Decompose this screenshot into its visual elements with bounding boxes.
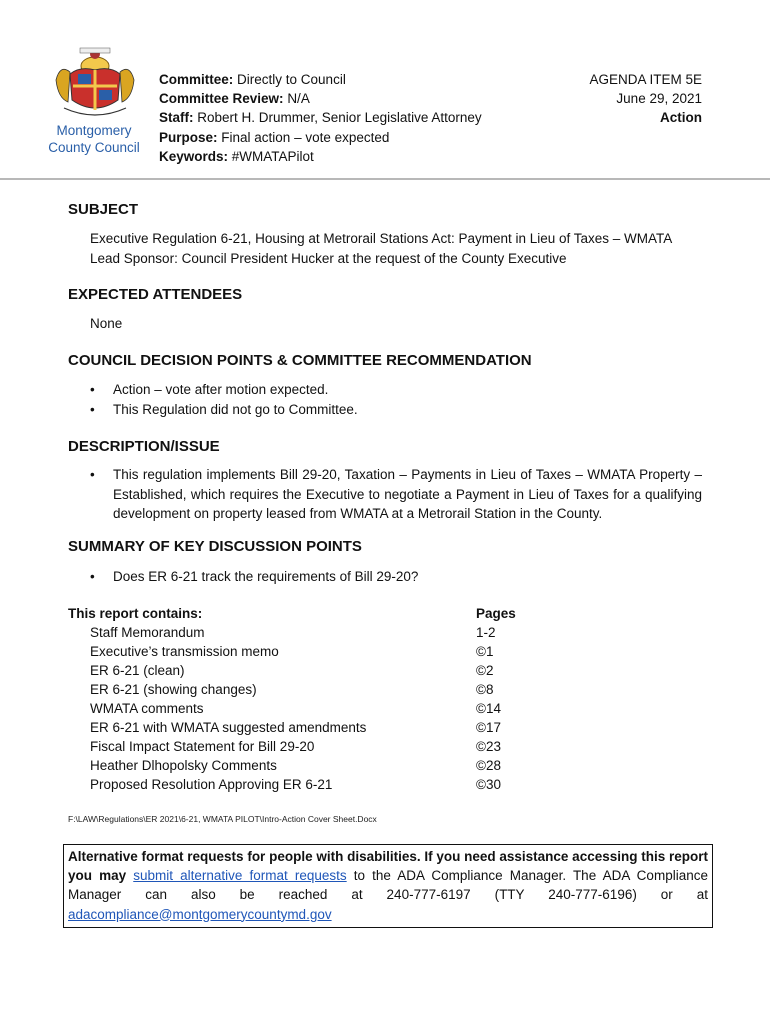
alternative-format-link[interactable]: submit alternative format requests (133, 868, 347, 884)
agenda-info (589, 70, 702, 128)
contents-item: Staff Memorandum (90, 625, 205, 640)
logo-line-2: County Council (48, 140, 140, 155)
contents-item: ER 6-21 (showing changes) (90, 682, 257, 697)
contents-row (68, 756, 528, 775)
summary-list (90, 567, 418, 587)
notice-bold-text: Alternative format requests for people with disabilities. If you need assistance accessing this report you may (68, 849, 708, 884)
contents-row (68, 718, 528, 737)
accessibility-notice (63, 844, 713, 928)
subject-body (90, 229, 672, 268)
agenda-item: AGENDA ITEM 5E (589, 72, 702, 87)
purpose-line: Purpose: Final action – vote expected (159, 129, 390, 145)
contents-pages: ©17 (476, 720, 501, 735)
description-item: • This regulation implements Bill 29-20, Taxation – Payments in Lieu of Taxes – WMATA Property – Established, which requires the Executive to negotiate a Payment in Lieu of Taxes for a qualifying development on property leased from WMATA at a Metrorail Station in the County. (90, 465, 702, 524)
contents-row (68, 737, 528, 756)
contents-pages: ©8 (476, 682, 494, 697)
decision-item: • Action – vote after motion expected. (90, 380, 358, 400)
attendees-value: None (90, 316, 123, 331)
contents-pages-label: Pages (476, 606, 516, 621)
contents-item: Proposed Resolution Approving ER 6-21 (90, 777, 333, 792)
notice-middle-text: to the ADA Compliance Manager. The ADA Compliance Manager can also be reached at 240-777-6197 (TTY 240-777-6196) or at (68, 868, 708, 903)
logo-line-1: Montgomery (56, 123, 132, 138)
contents-row (68, 642, 528, 661)
contents-row (68, 699, 528, 718)
county-seal-logo (50, 44, 140, 126)
committee-line: Committee: Directly to Council (159, 72, 346, 87)
file-path: F:\LAW\Regulations\ER 2021\6-21, WMATA PILOT\Intro-Action Cover Sheet.Docx (68, 814, 377, 824)
contents-pages: 1-2 (476, 625, 496, 640)
contents-pages: ©28 (476, 758, 501, 773)
contents-item: Fiscal Impact Statement for Bill 29-20 (90, 739, 315, 754)
contents-pages: ©14 (476, 701, 501, 716)
contents-row (68, 661, 528, 680)
header-divider (0, 178, 770, 180)
contents-item: Heather Dlhopolsky Comments (90, 758, 277, 773)
summary-heading: SUMMARY OF KEY DISCUSSION POINTS (68, 538, 362, 555)
contents-row (68, 775, 528, 794)
contents-item: Executive’s transmission memo (90, 644, 279, 659)
decision-heading: COUNCIL DECISION POINTS & COMMITTEE RECOMMENDATION (68, 352, 532, 369)
contents-item: WMATA comments (90, 701, 204, 716)
staff-line: Staff: Robert H. Drummer, Senior Legislative Attorney (159, 110, 482, 126)
description-heading: DESCRIPTION/ISSUE (68, 438, 220, 455)
ada-email-link[interactable]: adacompliance@montgomerycountymd.gov (68, 906, 332, 922)
description-list (90, 465, 702, 524)
contents-header-label: This report contains: (68, 606, 203, 621)
county-council-name (40, 122, 148, 156)
contents-pages: ©1 (476, 644, 494, 659)
contents-item: ER 6-21 (clean) (90, 663, 185, 678)
contents-pages: ©23 (476, 739, 501, 754)
keywords-line: Keywords: #WMATAPilot (159, 148, 314, 164)
review-line: Committee Review: N/A (159, 91, 310, 107)
contents-row (68, 680, 528, 699)
subject-line-2: Lead Sponsor: Council President Hucker at the request of the County Executive (90, 250, 567, 266)
summary-item: • Does ER 6-21 track the requirements of Bill 29-20? (90, 567, 418, 587)
decision-item: • This Regulation did not go to Committee. (90, 400, 358, 420)
header-metadata (159, 70, 482, 166)
decision-list (90, 380, 358, 419)
attendees-heading: EXPECTED ATTENDEES (68, 286, 243, 303)
contents-header-row (68, 604, 528, 623)
subject-line-1: Executive Regulation 6-21, Housing at Metrorail Stations Act: Payment in Lieu of Taxes – WMATA (90, 231, 673, 246)
contents-pages: ©2 (476, 663, 494, 678)
contents-row (68, 623, 528, 642)
subject-heading: SUBJECT (68, 201, 139, 218)
agenda-date: June 29, 2021 (616, 91, 702, 107)
contents-pages: ©30 (476, 777, 501, 792)
agenda-action: Action (660, 110, 702, 126)
report-contents (68, 604, 528, 794)
contents-item: ER 6-21 with WMATA suggested amendments (90, 720, 367, 735)
